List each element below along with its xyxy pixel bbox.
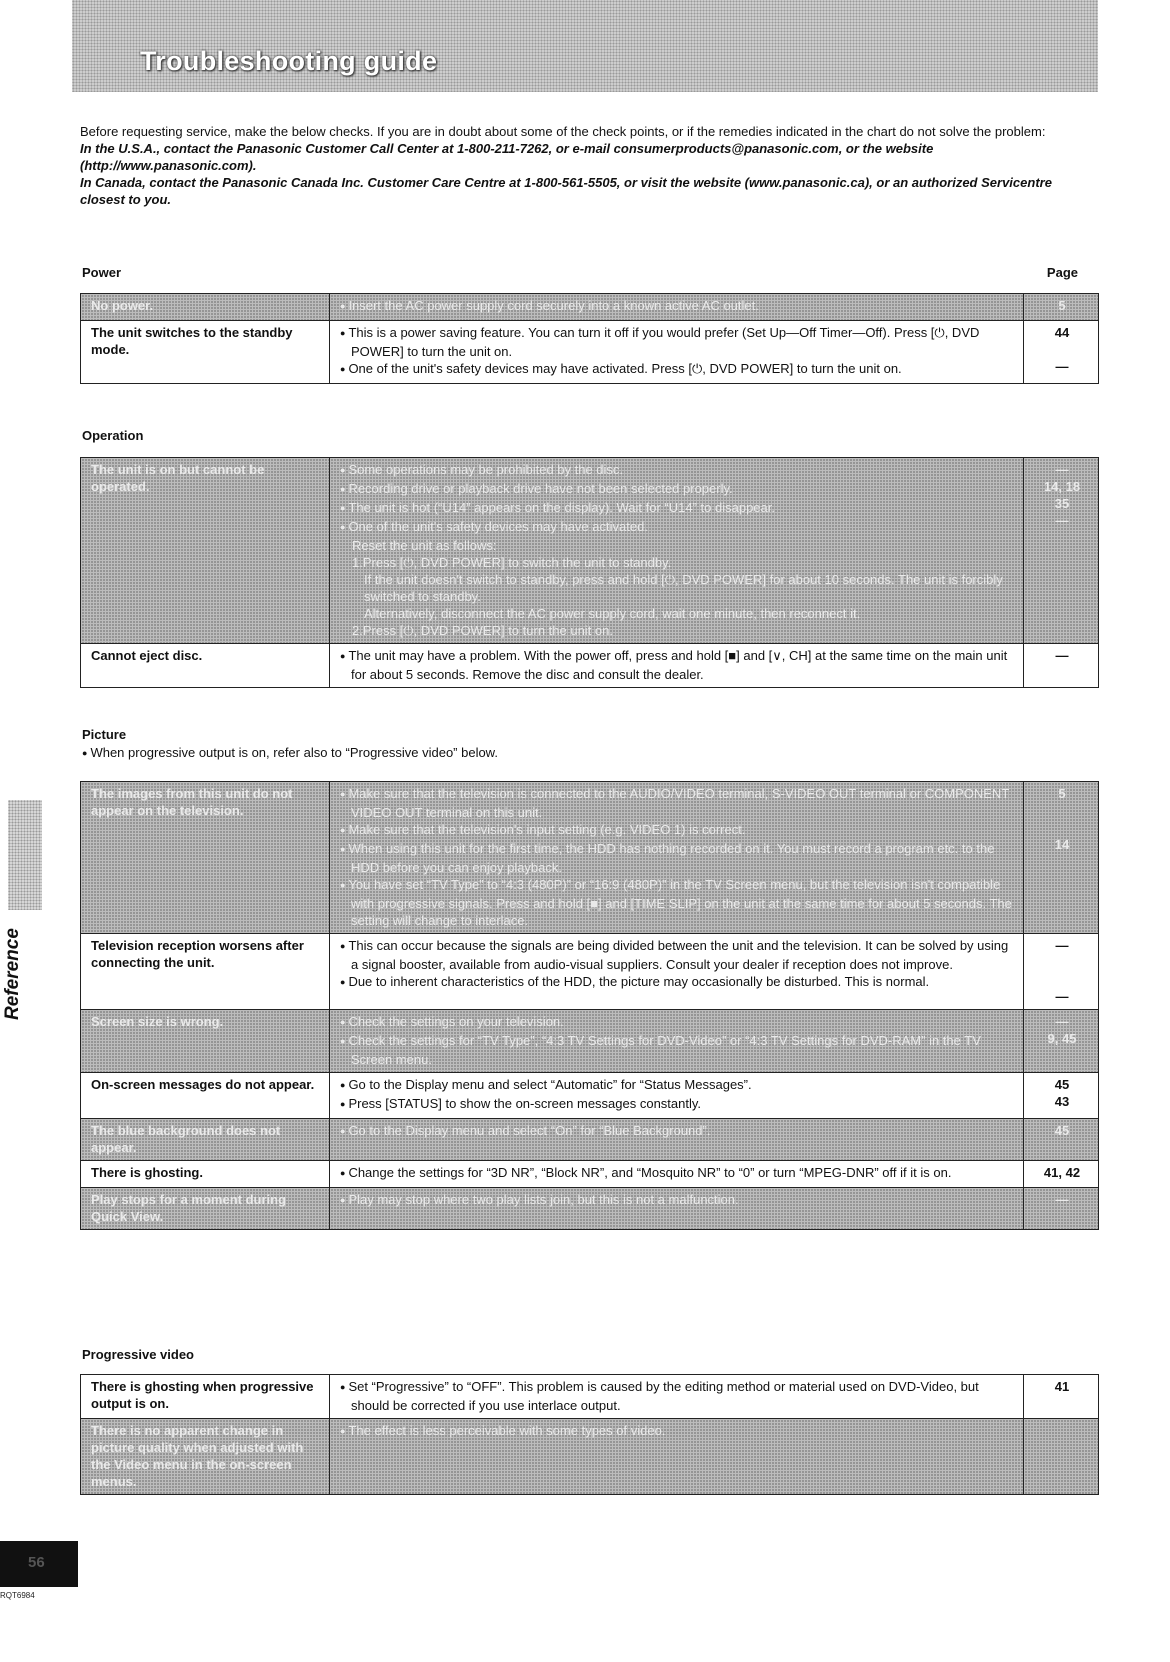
- table-row: [81, 1188, 1099, 1230]
- intro-canada-contact: In Canada, contact the Panasonic Canada Inc. Customer Care Centre at 1-800-561-5505, or visit the website (www.panasonic.ca), or an authorized Servicentre closest to you.: [80, 175, 1052, 207]
- remedy-cell: ● Set “Progressive” to “OFF”. This problem is caused by the editing method or material used on DVD-Video, but should be corrected if you use interlace output.: [330, 1375, 1024, 1419]
- table-row: [81, 294, 1099, 321]
- symptom-cell: Play stops for a moment during Quick View.: [81, 1188, 330, 1230]
- page-cell: —: [1024, 1188, 1099, 1230]
- symptom-cell: The images from this unit do not appear on the television.: [81, 782, 330, 934]
- document-code: RQT6984: [0, 1591, 35, 1600]
- page-cell: — 14, 18 35 —: [1024, 458, 1099, 644]
- page-cell: 41: [1024, 1375, 1099, 1419]
- symptom-cell: The unit is on but cannot be operated.: [81, 458, 330, 644]
- remedy-cell: ● The unit may have a problem. With the power off, press and hold [■] and [∨, CH] at the same time on the main unit for about 5 seconds. Remove the disc and consult the dealer.: [330, 644, 1024, 688]
- page-cell: — —: [1024, 934, 1099, 1010]
- symptom-cell: Screen size is wrong.: [81, 1010, 330, 1073]
- section-operation-heading: Operation: [82, 428, 144, 443]
- side-tab-label: Reference: [2, 928, 23, 1020]
- symptom-cell: There is ghosting.: [81, 1161, 330, 1188]
- operation-table: [80, 457, 1099, 688]
- remedy-cell: ● Make sure that the television is connected to the AUDIO/VIDEO terminal, S-VIDEO OUT terminal or COMPONENT VIDEO OUT terminal on this unit. ● Make sure that the television's input setting (e.g. VIDEO 1) is correct. ● When using this unit for the first time, the HDD has nothing recorded on it. You must record a program etc. to the HDD before you can enjoy playback. ● You have set “TV Type” to “4:3 (480P)” or “16:9 (480P)” in the TV Screen menu, but the television isn't compatible with progressive signals. Press and hold [■] and [TIME SLIP] on the unit at the same time for about 5 seconds. The setting will change to interlace.: [330, 782, 1024, 934]
- table-row: [81, 458, 1099, 644]
- picture-note: ● When progressive output is on, refer also to “Progressive video” below.: [82, 745, 498, 760]
- table-row: [81, 1073, 1099, 1119]
- page-cell: [1024, 1419, 1099, 1495]
- table-row: [81, 782, 1099, 934]
- intro-line: Before requesting service, make the below checks. If you are in doubt about some of the check points, or if the remedies indicated in the chart do not solve the problem:: [80, 124, 1046, 139]
- table-row: [81, 934, 1099, 1010]
- remedy-cell: ● The effect is less perceivable with some types of video.: [330, 1419, 1024, 1495]
- remedy-cell: ● Change the settings for “3D NR”, “Block NR”, and “Mosquito NR” to “0” or turn “MPEG-DNR” off if it is on.: [330, 1161, 1024, 1188]
- table-row: [81, 321, 1099, 384]
- remedy-cell: ● This can occur because the signals are being divided between the unit and the television. It can be solved by using a signal booster, available from audio-visual suppliers. Consult your dealer if reception does not improve. ● Due to inherent characteristics of the HDD, the picture may occasionally be disturbed. This is normal.: [330, 934, 1024, 1010]
- page-column-heading: Page: [1046, 265, 1078, 280]
- section-progressive-heading: Progressive video: [82, 1347, 194, 1362]
- symptom-cell: Cannot eject disc.: [81, 644, 330, 688]
- symptom-cell: The unit switches to the standby mode.: [81, 321, 330, 384]
- side-tab-pattern: [8, 800, 42, 910]
- remedy-cell: ● Some operations may be prohibited by the disc. ● Recording drive or playback drive have not been selected properly. ● The unit is hot (“U14” appears on the display). Wait for “U14” to disappear. ● One of the unit's safety devices may have activated. Reset the unit as follows: 1.Press [⏻, DVD POWER] to switch the unit to standby. If the unit doesn't switch to standby, press and hold [⏻, DVD POWER] for about 10 seconds. The unit is forcibly switched to standby. Alternatively, disconnect the AC power supply cord, wait one minute, then reconnect it. 2.Press [⏻, DVD POWER] to turn the unit on.: [330, 458, 1024, 644]
- remedy-cell: ● This is a power saving feature. You can turn it off if you would prefer (Set Up—Off Timer—Off). Press [⏻, DVD POWER] to turn the unit on. ● One of the unit's safety devices may have activated. Press [⏻, DVD POWER] to turn the unit on.: [330, 321, 1024, 384]
- progressive-table: [80, 1374, 1099, 1495]
- table-row: [81, 1161, 1099, 1188]
- picture-table: [80, 781, 1099, 1230]
- symptom-cell: Television reception worsens after connecting the unit.: [81, 934, 330, 1010]
- table-row: [81, 1010, 1099, 1073]
- remedy-cell: ● Insert the AC power supply cord securely into a known active AC outlet.: [330, 294, 1024, 321]
- intro-usa-contact: In the U.S.A., contact the Panasonic Customer Call Center at 1-800-211-7262, or e-mail consumerproducts@panasonic.com, or the website (http://www.panasonic.com).: [80, 141, 934, 173]
- section-picture-heading: Picture: [82, 727, 127, 742]
- intro-text: [80, 123, 1100, 208]
- page-cell: 44 —: [1024, 321, 1099, 384]
- page-cell: — 9, 45: [1024, 1010, 1099, 1073]
- side-tab: [0, 800, 44, 1030]
- remedy-cell: ● Go to the Display menu and select “On” for “Blue Background”.: [330, 1119, 1024, 1161]
- table-row: [81, 1375, 1099, 1419]
- page-number: 56: [28, 1554, 45, 1571]
- remedy-cell: ● Go to the Display menu and select “Automatic” for “Status Messages”. ● Press [STATUS] to show the on-screen messages constantly.: [330, 1073, 1024, 1119]
- symptom-cell: There is no apparent change in picture quality when adjusted with the Video menu in the on-screen menus.: [81, 1419, 330, 1495]
- page-cell: 5: [1024, 294, 1099, 321]
- page-cell: 41, 42: [1024, 1161, 1099, 1188]
- symptom-cell: On-screen messages do not appear.: [81, 1073, 330, 1119]
- page-cell: 5 14: [1024, 782, 1099, 934]
- symptom-cell: No power.: [81, 294, 330, 321]
- page-title: Troubleshooting guide: [140, 46, 438, 76]
- page-cell: 45: [1024, 1119, 1099, 1161]
- table-row: [81, 1419, 1099, 1495]
- section-power-heading: Power: [82, 265, 122, 280]
- symptom-cell: The blue background does not appear.: [81, 1119, 330, 1161]
- remedy-cell: ● Check the settings on your television. ● Check the settings for “TV Type”, “4:3 TV Settings for DVD-Video” or “4:3 TV Settings for DVD-RAM” in the TV Screen menu.: [330, 1010, 1024, 1073]
- table-row: [81, 644, 1099, 688]
- page-number-box: [0, 1541, 78, 1587]
- symptom-cell: There is ghosting when progressive output is on.: [81, 1375, 330, 1419]
- table-row: [81, 1119, 1099, 1161]
- title-banner: [72, 0, 1098, 92]
- power-table: [80, 293, 1099, 384]
- remedy-cell: ● Play may stop where two play lists join, but this is not a malfunction.: [330, 1188, 1024, 1230]
- page-cell: 45 43: [1024, 1073, 1099, 1119]
- page-cell: —: [1024, 644, 1099, 688]
